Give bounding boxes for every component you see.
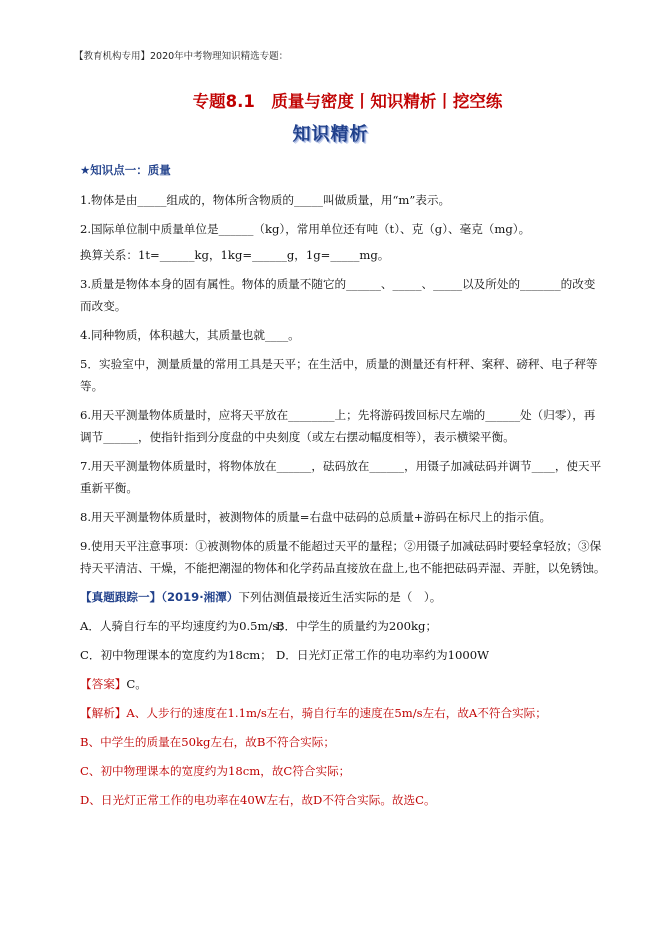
option-b: B．中学生的质量约为200kg； (276, 619, 438, 633)
item-7-line1: 7.用天平测量物体质量时，将物体放在______，砝码放在______，用镊子加减砝码并调节____，使天平 (80, 459, 602, 473)
option-d: D．日光灯正常工作的电功率约为1000W (276, 648, 490, 662)
options-row-1 (80, 616, 608, 636)
answer-value: C。 (126, 677, 147, 691)
option-a: A．人骑自行车的平均速度约为0.5m/s； (80, 619, 290, 633)
document-header: 【教育机构专用】2020年中考物理知识精选专题： (74, 51, 289, 62)
item-2-conversion: 换算关系：1t=______kg，1kg=______g，1g=_____mg。 (80, 248, 390, 262)
item-9-line1: 9.使用天平注意事项：①被测物体的质量不能超过天平的量程；②用镊子加减砝码时要轻拿轻放；③保 (80, 539, 602, 553)
option-c: C．初中物理课本的宽度约为18cm； (80, 648, 272, 662)
options-row-2 (80, 645, 608, 665)
item-2: 2.国际单位制中质量单位是______（kg），常用单位还有吨（t）、克（g）、毫克（mg）。 (80, 222, 531, 236)
item-5-line1: 5．实验室中，测量质量的常用工具是天平；在生活中，质量的测量还有杆秤、案秤、磅秤、电子秤等 (80, 357, 598, 371)
item-9-line2: 持天平清洁、干燥，不能把潮湿的物体和化学药品直接放在盘上,也不能把砝码弄湿、弄脏，以免锈蚀。 (80, 561, 606, 575)
document-title: 专题8.1 质量与密度丨知识精析丨挖空练 (192, 92, 503, 111)
question-stem-line (80, 587, 608, 607)
analysis-line-a (80, 703, 608, 723)
section-subtitle: 知识精析 (292, 124, 369, 145)
analysis-label: 【解析】 (80, 706, 127, 720)
question-stem: 下列估测值最接近生活实际的是（ ）。 (238, 590, 442, 604)
item-3-line2: 而改变。 (80, 299, 127, 313)
item-8: 8.用天平测量物体质量时，被测物体的质量=右盘中砝码的总质量+游码在标尺上的指示值。 (80, 510, 552, 524)
answer-line (80, 674, 608, 694)
item-3-line1: 3.质量是物体本身的固有属性。物体的质量不随它的______、_____、_____以及所处的_______的改变 (80, 277, 596, 291)
answer-label: 【答案】 (80, 677, 127, 691)
content-body (80, 160, 608, 810)
analysis-b: B、中学生的质量在50kg左右，故B不符合实际； (80, 735, 335, 749)
item-7-line2: 重新平衡。 (80, 481, 138, 495)
analysis-c: C、初中物理课本的宽度约为18cm，故C符合实际； (80, 764, 351, 778)
knowledge-point-heading: ★知识点一：质量 (80, 163, 171, 177)
item-1: 1.物体是由_____组成的，物体所含物质的_____叫做质量，用“m”表示。 (80, 193, 451, 207)
analysis-d: D、日光灯正常工作的电功率在40W左右，故D不符合实际。故选C。 (80, 793, 436, 807)
item-5-line2: 等。 (80, 379, 104, 393)
item-6-line2: 调节______，使指针指到分度盘的中央刻度（或左右摆动幅度相等），表示横梁平衡。 (80, 430, 515, 444)
analysis-a: A、人步行的速度在1.1m/s左右，骑自行车的速度在5m/s左右，故A不符合实际； (126, 706, 547, 720)
item-6-line1: 6.用天平测量物体质量时，应将天平放在________上；先将游码拨回标尺左端的______处（归零），再 (80, 408, 596, 422)
item-4: 4.同种物质，体积越大，其质量也就____。 (80, 328, 300, 342)
question-source: （2019·湘潭） (161, 590, 239, 604)
question-tag: 【真题跟踪一】 (80, 590, 162, 604)
